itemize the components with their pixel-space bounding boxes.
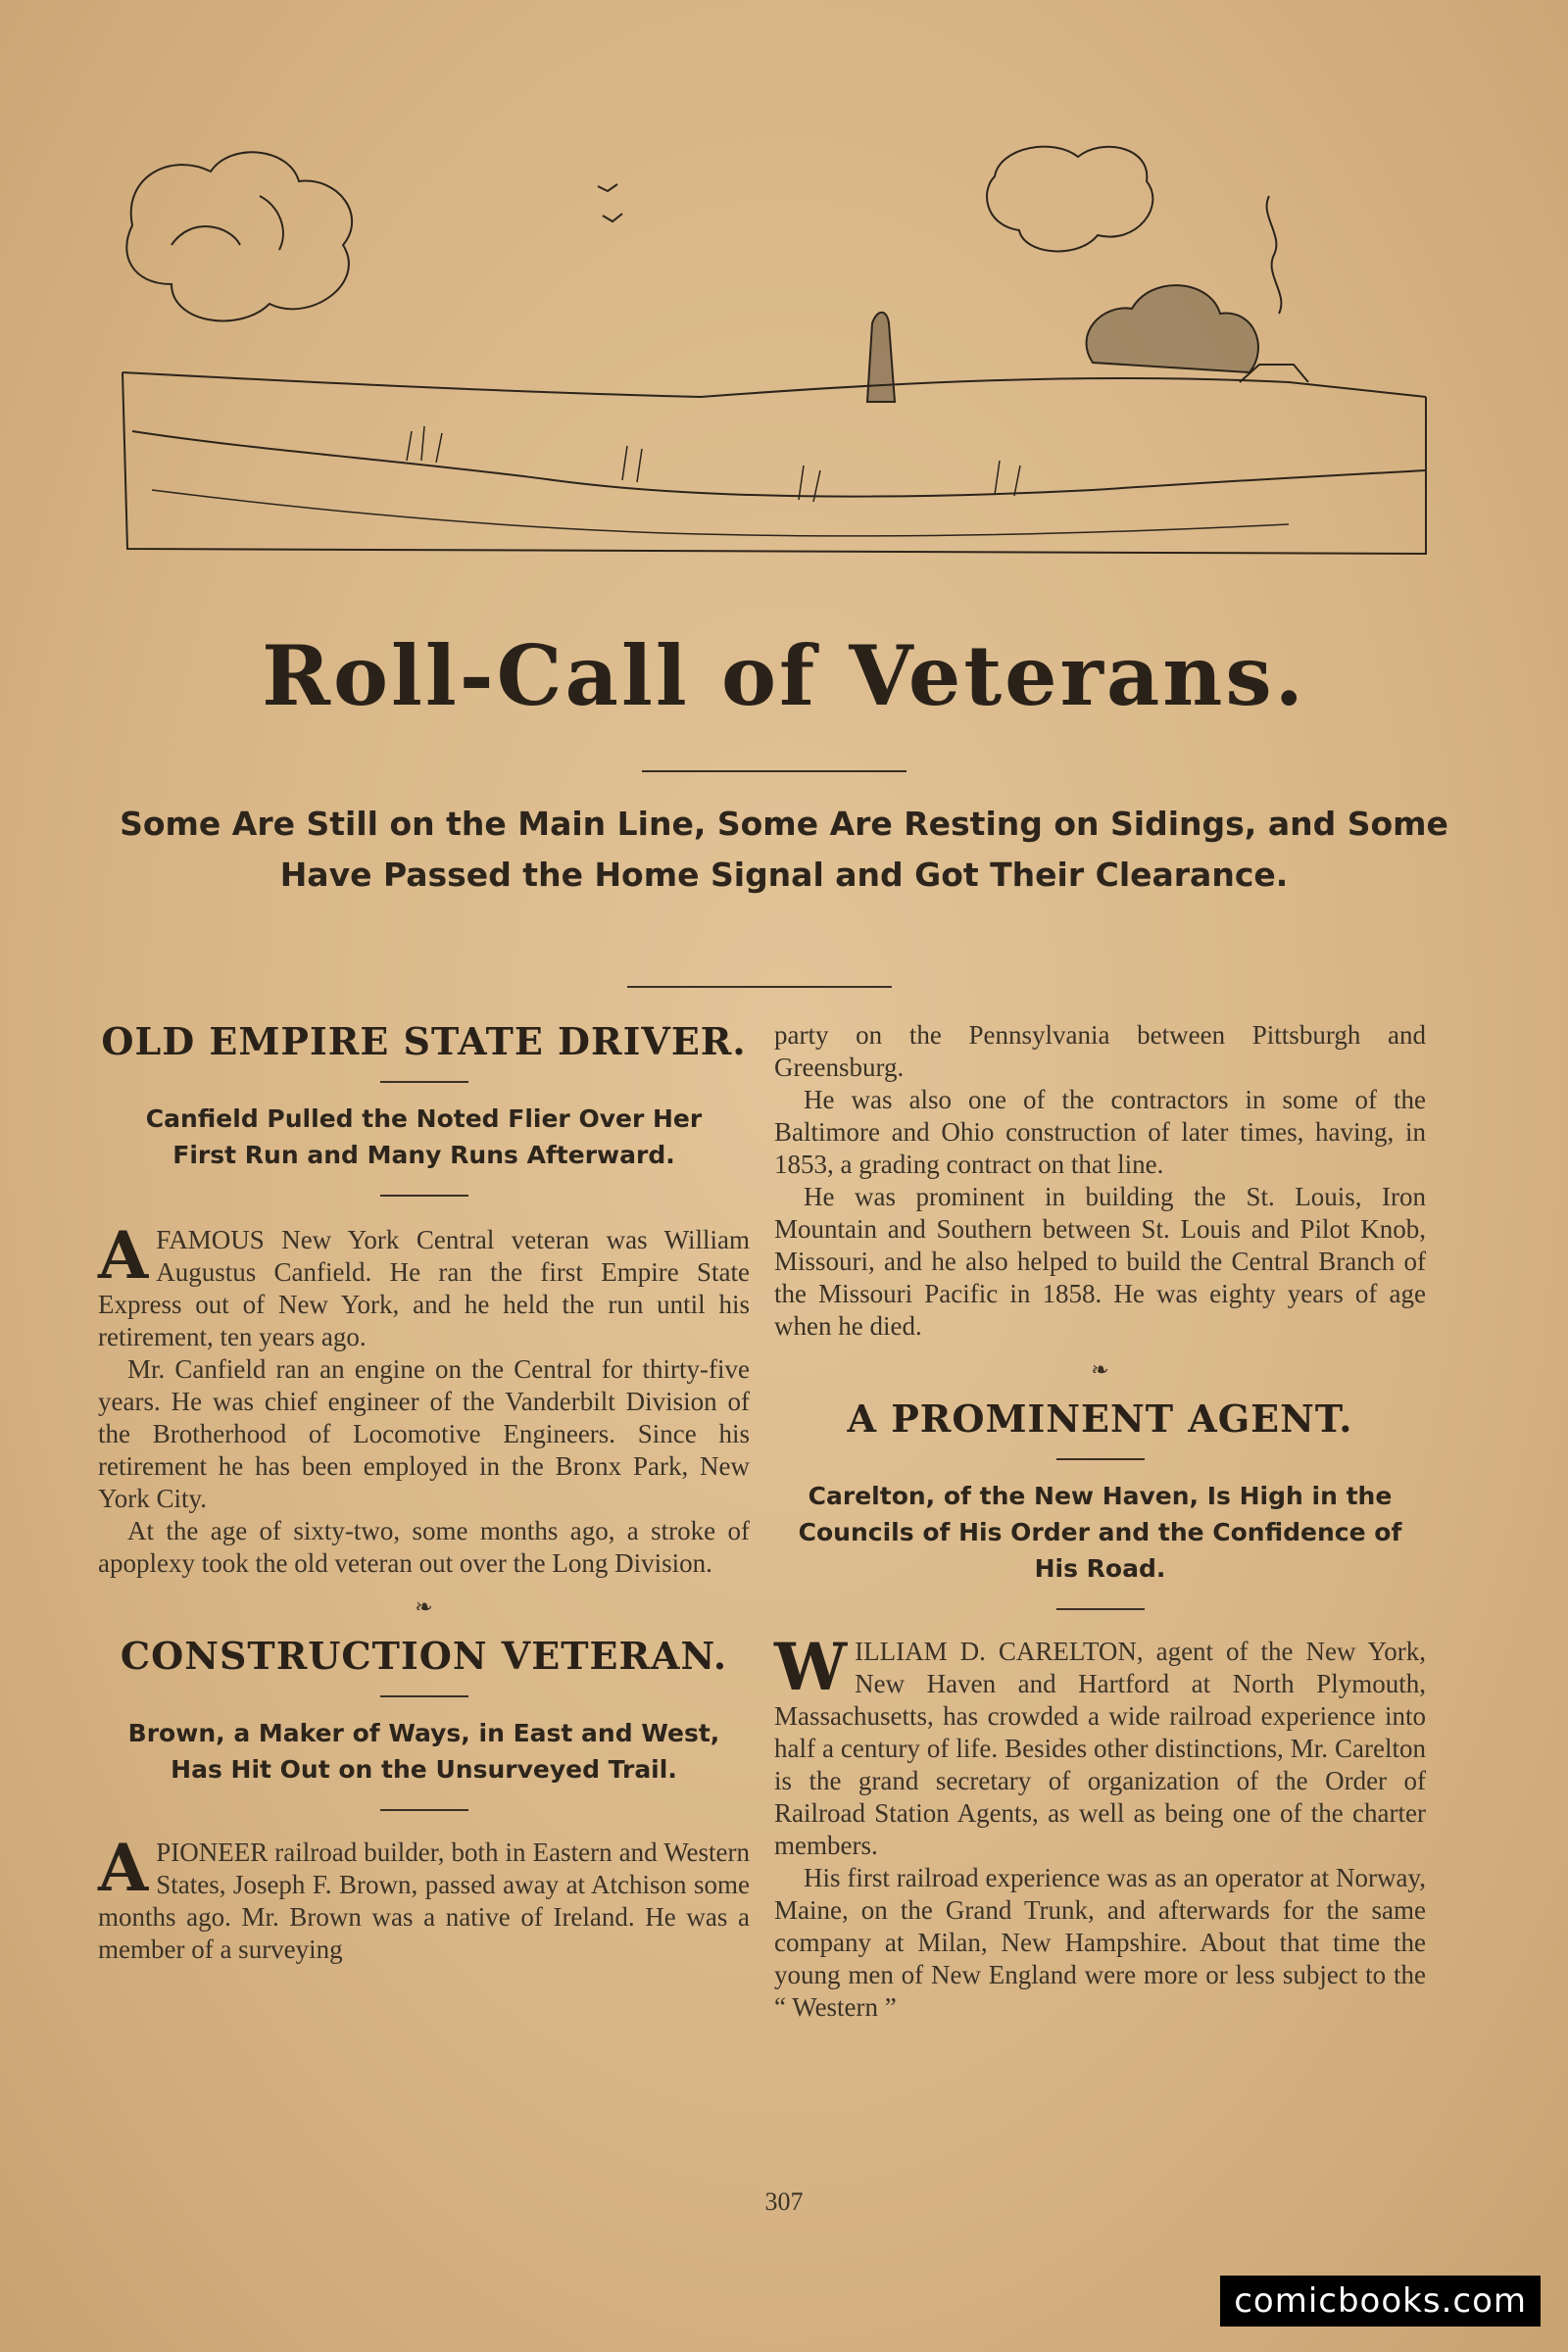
divider [380, 1195, 468, 1197]
article-subheading: Brown, a Maker of Ways, in East and West, Has Hit Out on the Unsurveyed Trail. [127, 1719, 720, 1784]
article-paragraph: He was prominent in building the St. Louis, Iron Mountain and Southern between St. Louis and Pilot Knob, Missouri, and he also helped to build the Central Branch of the Missouri Pacific in 1858. He was eighty years of age when he died. [774, 1182, 1426, 1341]
page-number: 307 [764, 2187, 804, 2216]
article-paragraph: He was also one of the contractors in some of the Baltimore and Ohio construction of later times, having, in 1853, a grading contract on that line. [774, 1085, 1426, 1179]
divider [380, 1695, 468, 1697]
article-paragraph: At the age of sixty-two, some months ago, a stroke of apoplexy took the old veteran out over the Long Division. [98, 1516, 750, 1578]
title-rule [642, 770, 906, 772]
divider [1056, 1608, 1145, 1610]
divider [380, 1081, 468, 1083]
drop-cap: A [98, 1830, 149, 1906]
left-column [98, 1019, 750, 1966]
landscape-illustration [113, 137, 1436, 578]
paragraph-text: PIONEER railroad builder, both in Eastern and Western States, Joseph F. Brown, passed away at Atchison some months ago. Mr. Brown was a native of Ireland. He was a member of a surveying [98, 1838, 750, 1964]
ornament-icon: ❧ [1091, 1358, 1109, 1383]
article-subheading: Carelton, of the New Haven, Is High in the Councils of His Order and the Confidence of His Road. [798, 1482, 1402, 1583]
divider [380, 1809, 468, 1811]
paragraph-text: FAMOUS New York Central veteran was William Augustus Canfield. He ran the first Empire State Express out of New York, and he held the run until his retirement, ten years ago. [98, 1225, 750, 1351]
paragraph-text: ILLIAM D. CARELTON, agent of the New York, New Haven and Hartford at North Plymouth, Massachusetts, has crowded a wide railroad experience into half a century of life. Besides other distinctions, Mr. Carelton is the grand secretary of organization of the Order of Railroad Station Agents, as well as being one of the charter members. [774, 1637, 1426, 1860]
article-heading: CONSTRUCTION VETERAN. [120, 1634, 728, 1678]
article-paragraph [98, 1217, 750, 1353]
drop-cap: W [774, 1629, 848, 1705]
article-paragraph [98, 1830, 750, 1966]
page-subtitle: Some Are Still on the Main Line, Some Are Resting on Sidings, and Some Have Passed the Home Signal and Got Their Clearance. [120, 805, 1448, 894]
article-paragraph [774, 1629, 1426, 1862]
ornament-icon: ❧ [415, 1595, 433, 1620]
right-column [774, 1019, 1426, 2024]
watermark-label: comicbooks.com [1220, 2276, 1541, 2327]
page-title: Roll-Call of Veterans. [262, 627, 1306, 724]
drop-cap: A [98, 1217, 149, 1294]
divider [1056, 1458, 1145, 1460]
article-heading: OLD EMPIRE STATE DRIVER. [101, 1019, 747, 1063]
article-paragraph: His first railroad experience was as an operator at Norway, Maine, on the Grand Trunk, and afterwards for the same company at Milan, New Hampshire. About that time the young men of New England were more or less subject to the “ Western ” [774, 1863, 1426, 2022]
article-paragraph: party on the Pennsylvania between Pittsburgh and Greensburg. [774, 1020, 1426, 1082]
article-heading: A PROMINENT AGENT. [847, 1396, 1353, 1441]
subtitle-rule [627, 986, 892, 988]
article-paragraph: Mr. Canfield ran an engine on the Central for thirty-five years. He was chief engineer of the Vanderbilt Division of the Brotherhood of Locomotive Engineers. Since his retirement he has been employed in the Bronx Park, New York City. [98, 1354, 750, 1513]
article-subheading: Canfield Pulled the Noted Flier Over Her First Run and Many Runs Afterward. [145, 1104, 703, 1169]
